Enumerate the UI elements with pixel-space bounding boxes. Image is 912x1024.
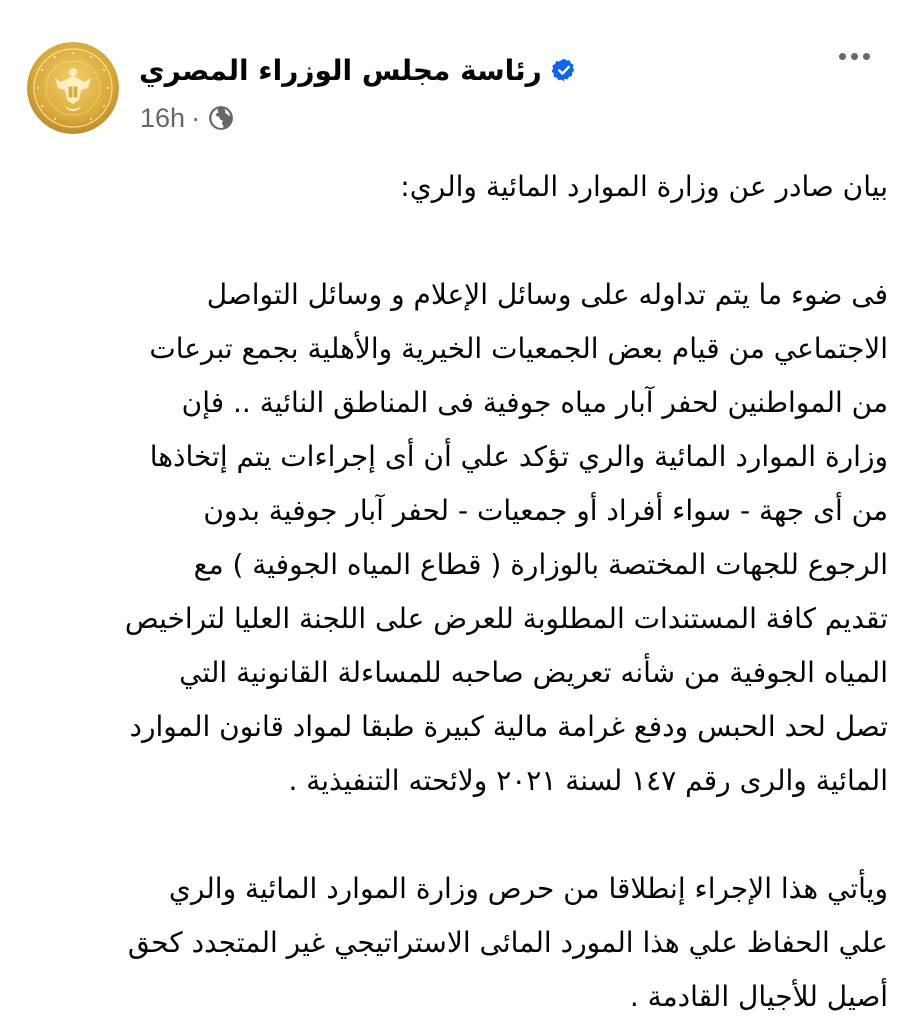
text-line: أصيل للأجيال القادمة . [629,980,888,1013]
post-timestamp[interactable]: 16h [140,102,186,133]
text-line: علي الحفاظ علي هذا المورد المائى الاستراتيجي غير المتجدد كحق [127,926,888,959]
text-line: الاجتماعي من قيام بعض الجمعيات الخيرية والأهلية بجمع تبرعات [149,332,888,365]
post-text [24,160,888,1024]
text-line: المائية والرى رقم ١٤٧ لسنة ٢٠٢١ ولائحته التنفيذية . [288,764,888,797]
meta-separator: · [191,102,201,133]
text-line: بيان صادر عن وزارة الموارد المائية والري: [400,170,888,203]
post-header [24,36,888,146]
avatar[interactable] [27,42,119,134]
post-meta [140,100,234,136]
more-options-button[interactable] [824,44,884,68]
text-line: تقديم كافة المستندات المطلوبة للعرض على اللجنة العليا لتراخيص [124,602,888,635]
text-line: من أى جهة - سواء أفراد أو جمعيات - لحفر آبار جوفية بدون [203,494,888,527]
post-paragraph [24,268,888,808]
text-line: تصل لحد الحبس ودفع غرامة مالية كبيرة طبقا لمواد قانون الموارد [129,710,888,743]
text-line: المياه الجوفية من شأنه تعريض صاحبه للمساءلة القانونية التي [179,656,888,689]
text-line: فى ضوء ما يتم تداوله على وسائل الإعلام و وسائل التواصل [206,278,888,311]
globe-icon[interactable] [208,105,234,131]
text-line: الرجوع للجهات المختصة بالوزارة ( قطاع المياه الجوفية ) مع [193,548,888,581]
verified-badge-icon [551,57,577,83]
text-line: ويأتي هذا الإجراء إنطلاقا من حرص وزارة الموارد المائية والري [168,872,888,905]
post-paragraph [24,862,888,1024]
page-name[interactable]: رئاسة مجلس الوزراء المصري [139,53,542,87]
post-paragraph [24,160,888,214]
text-line: من المواطنين لحفر آبار مياه جوفية فى المناطق النائية .. فإن [181,386,888,419]
text-line: وزارة الموارد المائية والري تؤكد علي أن أى إجراءات يتم إتخاذها [149,440,888,473]
more-horizontal-icon [839,53,846,60]
author-row [139,50,577,90]
